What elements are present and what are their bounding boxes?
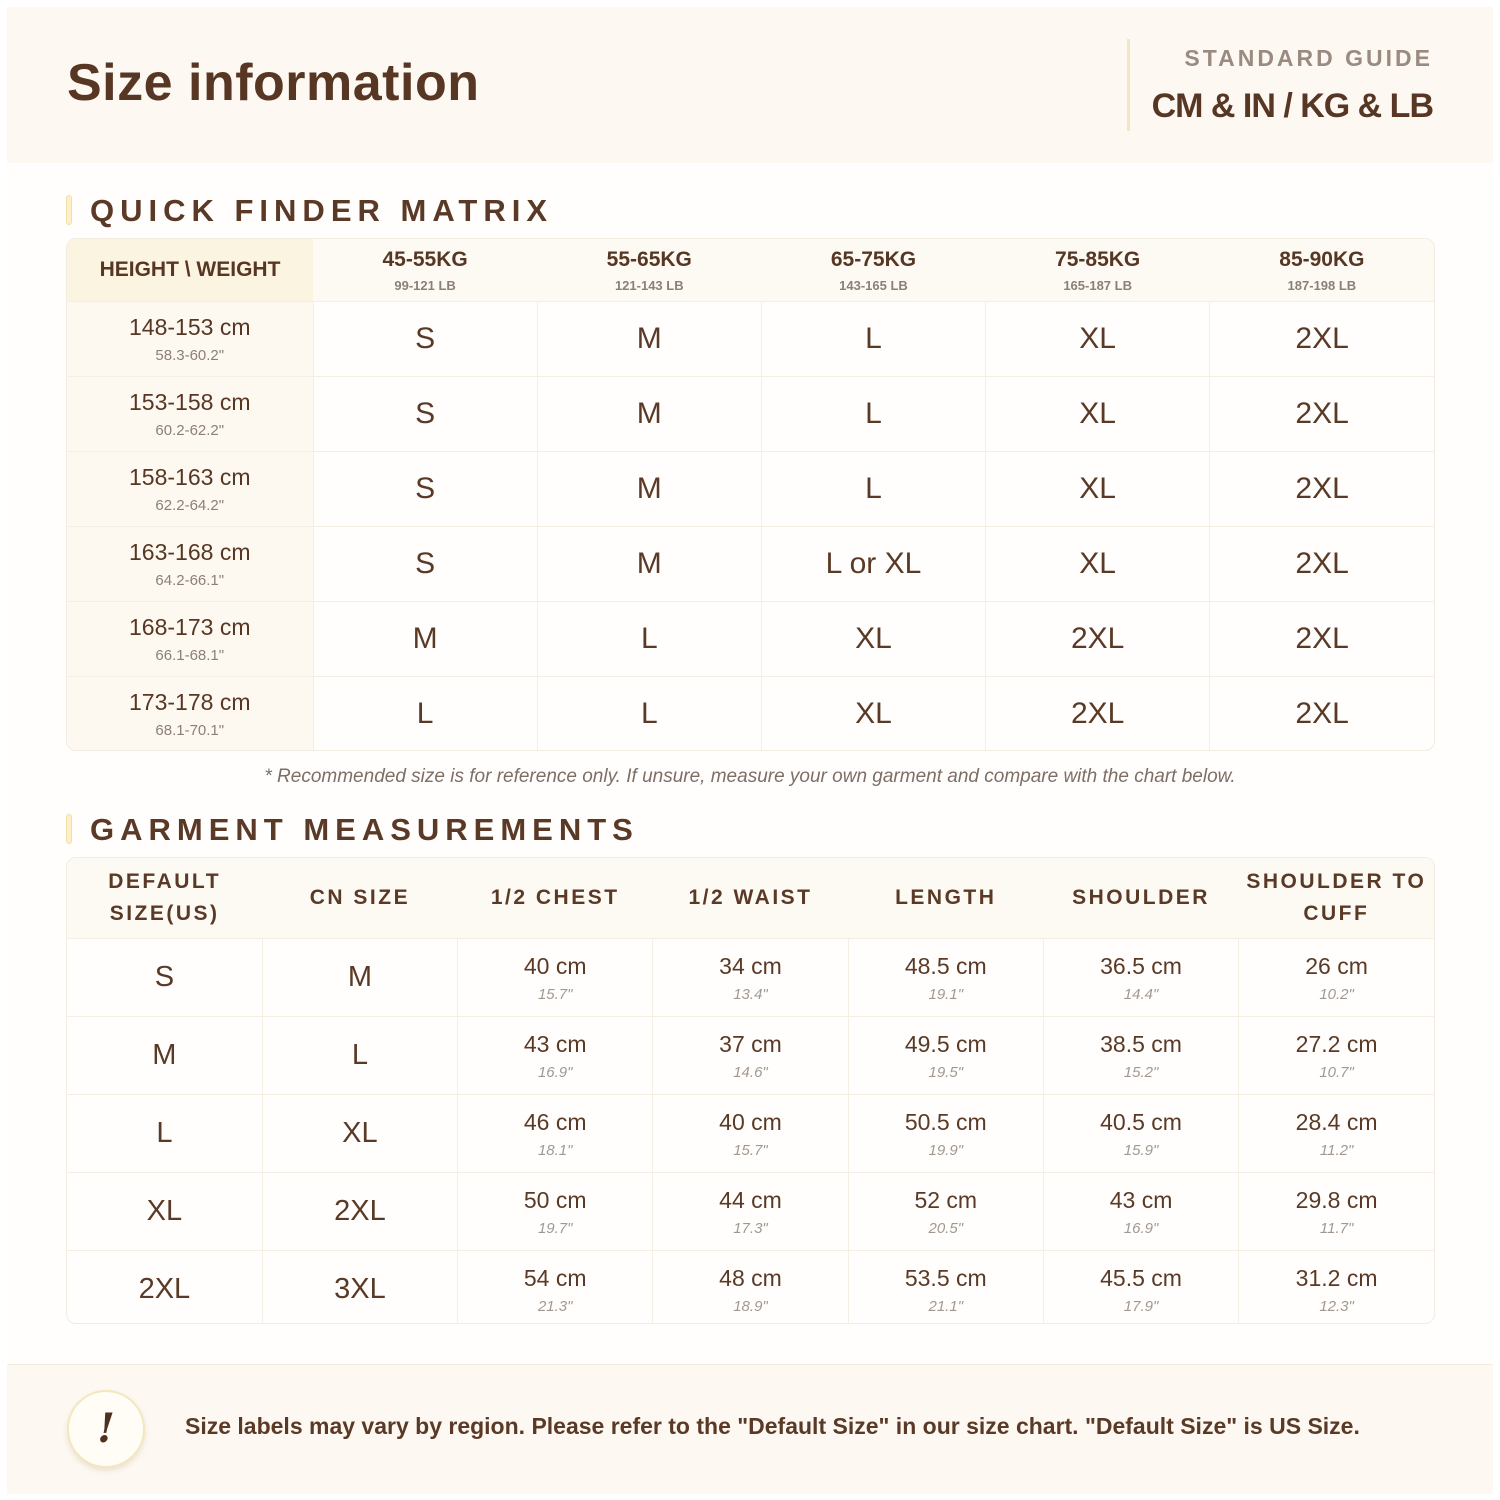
value-in: 10.2" [1319, 985, 1354, 1003]
value-in: 19.9" [928, 1141, 964, 1159]
recommended-size-cell: M [313, 602, 537, 677]
recommended-size-cell: S [313, 302, 537, 377]
height-cm: 153-158 cm [129, 389, 251, 415]
value-cm: 53.5 cm [904, 1264, 987, 1291]
shoulder-to-cuff-cell [1239, 1251, 1434, 1325]
recommended-size-cell: M [537, 527, 761, 602]
recommended-size-cell: M [537, 377, 761, 452]
value-cm: 49.5 cm [904, 1030, 987, 1057]
recommended-size-cell: XL [986, 452, 1210, 527]
default-size-cell: S [67, 939, 262, 1017]
recommended-size-cell: 2XL [986, 602, 1210, 677]
recommended-size-cell: L [313, 677, 537, 752]
value-in: 16.9" [1123, 1219, 1159, 1237]
chest-cell [458, 1173, 653, 1251]
value-cm: 40.5 cm [1100, 1108, 1182, 1135]
value-cm: 29.8 cm [1295, 1186, 1378, 1213]
value-cm: 48 cm [719, 1264, 782, 1291]
measurement-row [67, 1095, 1434, 1173]
column-header-shoulder: SHOULDER [1043, 858, 1238, 939]
chest-cell [458, 1095, 653, 1173]
chest-cell [458, 1017, 653, 1095]
heading-accent-bar [66, 195, 72, 225]
value-cm: 37 cm [719, 1030, 782, 1057]
value-in: 12.3" [1319, 1297, 1354, 1315]
length-cell [848, 1017, 1043, 1095]
shoulder-to-cuff-cell [1239, 1173, 1434, 1251]
recommended-size-cell: L [537, 602, 761, 677]
value-cm: 27.2 cm [1295, 1030, 1378, 1057]
weight-column-header [537, 239, 761, 302]
value-cm: 31.2 cm [1295, 1264, 1378, 1291]
weight-kg: 85-90KG [1279, 247, 1365, 271]
weight-kg: 65-75KG [830, 247, 917, 271]
height-cell [67, 527, 313, 602]
size-notice [7, 1364, 1493, 1494]
recommended-size-cell: L [537, 677, 761, 752]
value-cm: 45.5 cm [1100, 1264, 1182, 1291]
value-cm: 52 cm [914, 1186, 978, 1213]
value-in: 19.7" [537, 1219, 573, 1237]
value-in: 16.9" [537, 1063, 573, 1081]
header-divider [1127, 39, 1130, 131]
default-size-cell: L [67, 1095, 262, 1173]
height-in: 66.1-68.1" [155, 647, 225, 664]
value-in: 18.9" [733, 1297, 768, 1315]
shoulder-to-cuff-cell [1239, 1017, 1434, 1095]
weight-kg: 45-55KG [382, 247, 468, 271]
finder-row [67, 377, 1434, 452]
height-cell [67, 452, 313, 527]
value-in: 15.7" [537, 985, 573, 1003]
default-size-cell: 2XL [138, 1273, 191, 1305]
value-cm: 28.4 cm [1295, 1108, 1378, 1135]
recommended-size-cell: S [313, 377, 537, 452]
column-header-chest: 1/2 CHEST [458, 858, 653, 939]
column-header-shoulder-to-cuff [1239, 858, 1434, 939]
cn-size-cell: M [262, 939, 457, 1017]
recommended-size-cell: S [313, 527, 537, 602]
cn-size-cell: XL [262, 1095, 457, 1173]
notice-text: Size labels may vary by region. Please refer to the "Default Size" in our size chart. "Default Size" is US Size. [185, 1413, 1360, 1439]
measurement-row [67, 1017, 1434, 1095]
value-cm: 44 cm [719, 1186, 782, 1213]
shoulder-cell [1043, 939, 1238, 1017]
waist-cell [653, 1251, 848, 1325]
weight-lb: 187-198 LB [1287, 277, 1357, 293]
heading-accent-bar [66, 814, 72, 844]
shoulder-cell [1043, 1017, 1238, 1095]
value-cm: 34 cm [719, 952, 782, 979]
shoulder-cell [1043, 1095, 1238, 1173]
height-in: 58.3-60.2" [155, 347, 225, 364]
recommended-size-cell: S [313, 452, 537, 527]
waist-cell [653, 1095, 848, 1173]
finder-heading-text: QUICK FINDER MATRIX [90, 193, 554, 228]
recommended-size-cell: L or XL [761, 527, 985, 602]
recommended-size-cell: XL [761, 602, 985, 677]
measurement-row [67, 1173, 1434, 1251]
finder-footnote: * Recommended size is for reference only. If unsure, measure your own garment and compare with the chart below. [264, 766, 1236, 787]
cn-size-cell: 2XL [262, 1173, 457, 1251]
height-in: 68.1-70.1" [155, 722, 225, 739]
recommended-size-cell: 2XL [1210, 602, 1434, 677]
length-cell [848, 1173, 1043, 1251]
recommended-size-cell: L [761, 302, 985, 377]
height-in: 60.2-62.2" [155, 422, 225, 439]
length-cell [848, 939, 1043, 1017]
height-in: 64.2-66.1" [155, 572, 225, 589]
height-cm: 158-163 cm [129, 464, 251, 490]
height-cm: 168-173 cm [129, 614, 251, 640]
exclamation-icon: ! [67, 1390, 145, 1468]
weight-lb: 99-121 LB [394, 277, 456, 293]
value-in: 11.2" [1319, 1141, 1354, 1159]
value-cm: 43 cm [523, 1030, 587, 1057]
column-header-waist: 1/2 WAIST [653, 858, 848, 939]
column-header-cn-size: CN SIZE [262, 858, 457, 939]
finder-row [67, 677, 1434, 752]
header-line: SHOULDER TO [1246, 870, 1427, 893]
guide-units: CM & IN / KG & LB [1151, 87, 1433, 125]
measurement-row [67, 939, 1434, 1017]
value-in: 18.1" [537, 1141, 573, 1159]
recommended-size-cell: XL [761, 677, 985, 752]
value-in: 17.3" [733, 1219, 768, 1237]
recommended-size-cell: XL [986, 377, 1210, 452]
value-cm: 36.5 cm [1100, 952, 1182, 979]
finder-row [67, 602, 1434, 677]
column-header-length: LENGTH [848, 858, 1043, 939]
weight-column-header [986, 239, 1210, 302]
weight-kg: 75-85KG [1055, 247, 1141, 271]
chest-cell [458, 939, 653, 1017]
value-in: 15.9" [1123, 1141, 1159, 1159]
value-in: 11.7" [1319, 1219, 1354, 1237]
recommended-size-cell: L [761, 377, 985, 452]
value-in: 15.2" [1123, 1063, 1159, 1081]
measurement-row [67, 1251, 1434, 1325]
cn-size-cell: L [262, 1017, 457, 1095]
weight-kg: 55-65KG [606, 247, 692, 271]
shoulder-to-cuff-cell [1239, 939, 1434, 1017]
value-cm: 50 cm [523, 1186, 587, 1213]
shoulder-to-cuff-cell [1239, 1095, 1434, 1173]
recommended-size-cell: 2XL [986, 677, 1210, 752]
height-cell [67, 377, 313, 452]
value-in: 17.9" [1123, 1297, 1159, 1315]
recommended-size-cell: M [537, 452, 761, 527]
recommended-size-cell: 2XL [1210, 377, 1434, 452]
value-in: 21.3" [537, 1297, 573, 1315]
header-line: SIZE(US) [109, 902, 220, 925]
length-cell [848, 1095, 1043, 1173]
recommended-size-cell: XL [986, 302, 1210, 377]
header-line: CUFF [1303, 902, 1370, 925]
value-in: 14.6" [733, 1063, 768, 1081]
value-cm: 38.5 cm [1100, 1030, 1182, 1057]
guide-label: STANDARD GUIDE [1184, 45, 1433, 71]
recommended-size-cell: 2XL [1210, 527, 1434, 602]
value-cm: 40 cm [719, 1108, 782, 1135]
header-line: DEFAULT [108, 870, 222, 893]
measurements-heading-text: GARMENT MEASUREMENTS [90, 812, 639, 847]
weight-lb: 121-143 LB [614, 277, 684, 293]
shoulder-cell [1043, 1173, 1238, 1251]
finder-row [67, 452, 1434, 527]
value-cm: 46 cm [523, 1108, 587, 1135]
weight-column-header [761, 239, 985, 302]
page-title: Size information [67, 54, 480, 112]
height-in: 62.2-64.2" [155, 497, 225, 514]
page-header [7, 7, 1493, 163]
weight-lb: 143-165 LB [839, 277, 908, 293]
height-cm: 173-178 cm [129, 689, 251, 715]
finder-row [67, 302, 1434, 377]
finder-row [67, 527, 1434, 602]
corner-header: HEIGHT \ WEIGHT [67, 239, 313, 302]
garment-measurements-table [66, 857, 1435, 1324]
value-cm: 50.5 cm [904, 1108, 987, 1135]
value-in: 13.4" [733, 985, 768, 1003]
value-cm: 40 cm [523, 952, 587, 979]
waist-cell [653, 1173, 848, 1251]
length-cell [848, 1251, 1043, 1325]
waist-cell [653, 1017, 848, 1095]
height-cell [67, 302, 313, 377]
chest-cell [458, 1251, 653, 1325]
quick-finder-table [66, 238, 1435, 751]
waist-cell [653, 939, 848, 1017]
shoulder-cell [1043, 1251, 1238, 1325]
default-size-cell: XL [67, 1173, 262, 1251]
value-cm: 43 cm [1109, 1186, 1173, 1213]
weight-column-header [1210, 239, 1434, 302]
value-in: 19.1" [928, 985, 964, 1003]
value-in: 15.7" [733, 1141, 768, 1159]
column-header-default-size [67, 858, 262, 939]
default-size-cell: M [67, 1017, 262, 1095]
recommended-size-cell: 2XL [1210, 452, 1434, 527]
weight-column-header [313, 239, 537, 302]
height-cm: 163-168 cm [129, 539, 251, 565]
recommended-size-cell: 2XL [1210, 302, 1434, 377]
value-in: 21.1" [928, 1297, 964, 1315]
recommended-size-cell: L [761, 452, 985, 527]
value-cm: 54 cm [523, 1264, 587, 1291]
height-cell [67, 602, 313, 677]
value-in: 20.5" [928, 1219, 964, 1237]
value-in: 19.5" [928, 1063, 964, 1081]
value-cm: 48.5 cm [904, 952, 987, 979]
cn-size-cell: 3XL [262, 1251, 457, 1325]
recommended-size-cell: M [537, 302, 761, 377]
recommended-size-cell: 2XL [1210, 677, 1434, 752]
value-in: 10.7" [1319, 1063, 1354, 1081]
weight-lb: 165-187 LB [1063, 277, 1132, 293]
value-cm: 26 cm [1305, 952, 1368, 979]
height-cell [67, 677, 313, 752]
value-in: 14.4" [1123, 985, 1159, 1003]
recommended-size-cell: XL [986, 527, 1210, 602]
height-cm: 148-153 cm [129, 314, 251, 340]
